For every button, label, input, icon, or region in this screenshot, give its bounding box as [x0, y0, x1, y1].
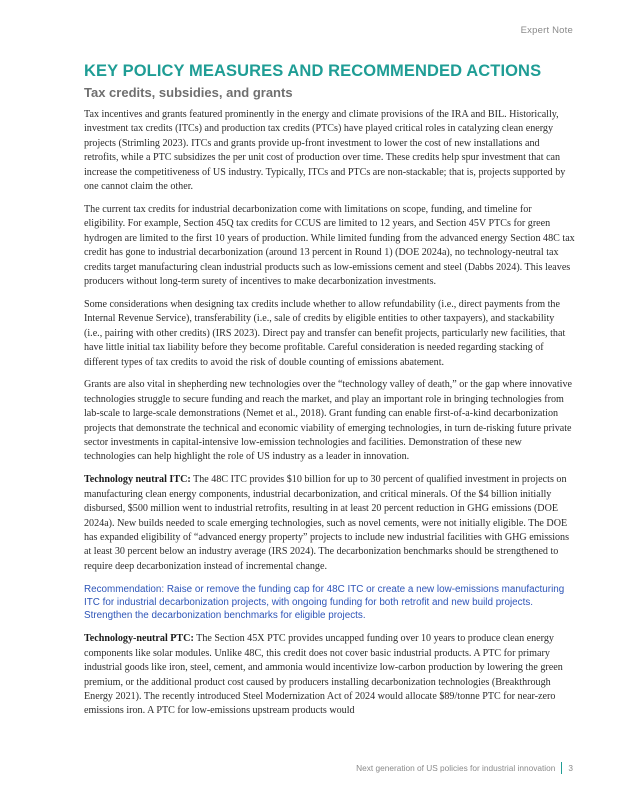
paragraph-intro: Tax incentives and grants featured prominently in the energy and climate provisions of the IRA and BIL. Historically, investment tax credits (ITCs) and production tax credits (PTCs) have played critical roles in catalyzing clean energy projects (Strimling 2023). ITCs and grants provide up-front investment to lower the cost of new installations and retrofits, while a PTC subsidizes the per unit cost of production over time. These credits help spur investment that can increase the competitiveness of US industry. Typically, ITCs and PTCs are non-stackable; that is, projects supported by one cannot claim the other. [84, 109, 566, 193]
paragraph-current-credits: The current tax credits for industrial decarbonization come with limitations on scope, funding, and timeline for eligibility. For example, Section 45Q tax credits for CCUS are limited to 12 years, and Section 45V PTCs for green hydrogen are limited to the first 10 years of production. While limited funding from the advanced energy Section 48C tax credit has gone to industrial decarbonization (around 13 percent in Round 1) (DOE 2024a), no technology-neutral tax credits target manufacturing clean industrial products such as low-emissions cement and steel (Dabbs 2024). This leaves producers without long-term surety of incentives to make decarbonization investments. [84, 203, 575, 287]
itc-text: The 48C ITC provides $10 billion for up to 30 percent of qualified investment in projects on manufacturing clean energy components, industrial decarbonization, and critical minerals. Of the $4 billion initially disbursed, $500 million went to industrial retrofits, resulting in at least 20 percent reduction in GHG emissions (DOE 2024a). New builds needed to scale emerging technologies, such as novel cements, were not initially eligible. The DOE has expanded eligibility of “advanced energy property” projects to include new industrial facilities with GHG emissions at least 30 percent below an industry average (IRS 2024). The decarbonization benchmarks should be strengthened to require deep decarbonization instead of incremental change. [84, 474, 570, 572]
footer-text: Next generation of US policies for industrial innovation [356, 763, 556, 773]
ptc-text: The Section 45X PTC provides uncapped funding over 10 years to produce clean energy components like solar modules. Unlike 48C, this credit does not cover basic industrial products. A PTC for primary industrial goods like iron, steel, cement, and ammonia would incentivize low-carbon production by lowering the green premium, or the additional product cost caused by producers installing decarbonization technologies (Breakthrough Energy 2021). The recently introduced Steel Modernization Act of 2024 would allocate $89/tonne PTC for near-zero emissions iron. A PTC for low-emissions upstream products would [84, 633, 563, 717]
paragraph-considerations: Some considerations when designing tax credits include whether to allow refundability (i.e., direct payments from the Internal Revenue Service), transferability (i.e., sale of credits by eligible entities to other taxpayers), and stackability (i.e., pairing with other credits) (IRS 2023). Direct pay and transfer can benefit projects, particularly new facilities, that have little initial tax liability before they become profitable. Careful consideration is needed regarding stacking of different types of tax credits to avoid the risk of double counting of emissions abatement. [84, 298, 566, 368]
footer-divider [561, 762, 562, 774]
page-number: 3 [568, 763, 573, 773]
section-title: KEY POLICY MEASURES AND RECOMMENDED ACTIONS [84, 62, 542, 80]
itc-lead: Technology neutral ITC: [84, 474, 191, 486]
page-footer [356, 762, 573, 774]
paragraph-grants: Grants are also vital in shepherding new technologies over the “technology valley of death,” or the gap where innovative technologies struggle to secure funding and reach the market, and play an important role in bringing technologies from lab-scale to large-scale demonstrations (Nemet et al., 2018). Grant funding can enable first-of-a-kind decarbonization projects that demonstrate the technical and economic viability of emerging technologies, in turn de-risking future private sector investments in capital-intensive low-emission technologies and facilities. Demonstration of these new technologies can help highlight the role of US industry as a leader in innovation. [84, 379, 572, 463]
ptc-lead: Technology-neutral PTC: [84, 633, 194, 645]
paragraph-ptc [84, 632, 575, 718]
paragraph-itc [84, 473, 575, 574]
recommendation-callout: Recommendation: Raise or remove the funding cap for 48C ITC or create a new low-emissions manufacturing ITC for industrial decarbonization projects, with ongoing funding for both retrofit and new build projects. Strengthen the decarbonization benchmarks for eligible projects. [84, 583, 565, 622]
main-content [84, 62, 575, 727]
header-label: Expert Note [520, 25, 573, 36]
section-subtitle: Tax credits, subsidies, and grants [84, 85, 293, 100]
